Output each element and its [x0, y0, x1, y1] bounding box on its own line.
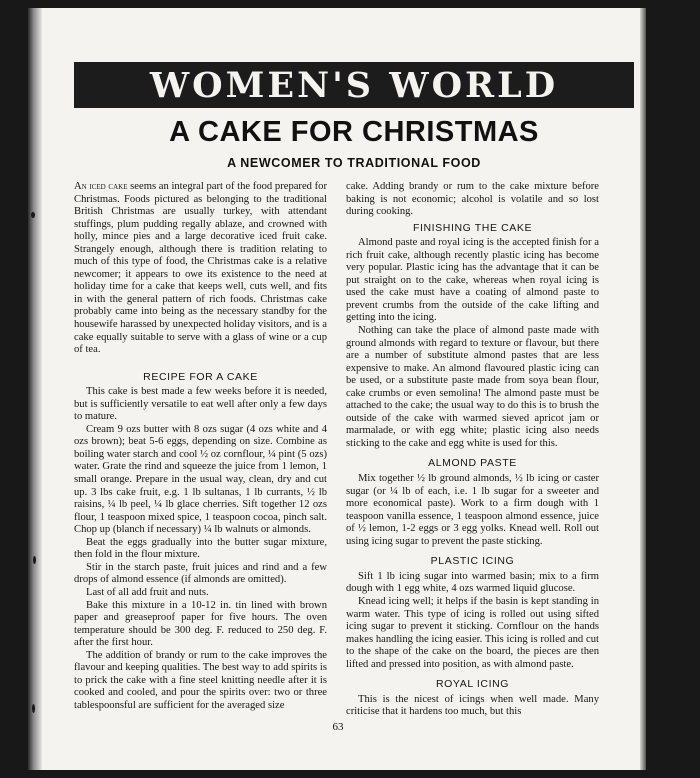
recipe-paragraph: This cake is best made a few weeks before it is needed, but is sufficiently versatile to eat well after only a few days to mature. [74, 386, 327, 423]
article-subhead: A NEWCOMER TO TRADITIONAL FOOD [227, 156, 481, 170]
page-edge-shadow [640, 8, 646, 770]
magazine-page [28, 8, 646, 770]
section-banner [74, 62, 634, 108]
continued-paragraph: cake. Adding brandy or rum to the cake mixture before baking is not economic; alcohol is volatile and so lost during cooking. [346, 181, 599, 218]
almond-paste-paragraph: Mix together ½ lb ground almonds, ½ lb icing or caster sugar (or ¼ lb of each, i.e. 1 lb sugar for a sweeter and more economical paste). Work to a firm dough with 1 teaspoon vanilla essence, 1 teaspoon almond essence, juice of ½ lemon, 1-2 eggs or 3 egg yolks. Knead well. Roll out using icing sugar to prevent the paste sticking. [346, 473, 599, 547]
royal-icing-heading: ROYAL ICING [435, 678, 510, 691]
finishing-paragraph: Nothing can take the place of almond paste made with ground almonds with regard to texture or flavour, but there are a number of substitute almond pastes that are less expensive to make. An almond flavoured plastic icing can be used, or a substitute paste made from soya bean flour, cake crumbs or even semolina! The almond paste must be attached to the cake; the usual way to do this is to brush the outside of the cake with warmed sieved apricot jam or marmalade, or with egg white; plastic icing also needs sticking to the cake and egg white is used for this. [346, 325, 599, 449]
scan-speck [33, 556, 36, 564]
almond-paste-heading: ALMOND PASTE [428, 457, 517, 470]
recipe-paragraph: The addition of brandy or rum to the cake improves the flavour and keeping qualities. The best way to add spirits is to prick the cake with a fine steel knitting needle after it is cooked and cooled, and pour the spirits over: two or three tablespoonsful are sufficient for the averaged size [74, 649, 327, 711]
recipe-paragraph: Bake this mixture in a 10-12 in. tin lined with brown paper and greaseproof paper for five hours. The oven temperature should be 300 deg. F. reduced to 250 deg. F. after the first hour. [74, 599, 327, 649]
royal-icing-paragraph: This is the nicest of icings when well made. Many criticise that it hardens too much, but this [346, 693, 599, 718]
intro-paragraph [74, 181, 327, 357]
left-column [74, 181, 327, 712]
recipe-paragraph: Stir in the starch paste, fruit juices and rind and a few drops of almond essence (if almonds are omitted). [74, 561, 327, 586]
intro-lead: An iced cake [74, 181, 128, 192]
right-column [346, 181, 599, 719]
page-number: 63 [332, 721, 344, 733]
plastic-icing-heading: PLASTIC ICING [430, 555, 515, 568]
recipe-paragraph: Last of all add fruit and nuts. [86, 586, 209, 598]
finishing-heading: FINISHING THE CAKE [412, 221, 533, 234]
scan-speck [31, 212, 35, 218]
plastic-icing-paragraph: Knead icing well; it helps if the basin is kept standing in warm water. This type of icing is rolled out using sifted icing sugar to prevent it sticking. Cornflour on the hands makes handling the icing easier. This icing is rolled and cut to the shape of the cake on the board, the pieces are then lifted and pressed into position, as with almond paste. [346, 595, 599, 670]
recipe-heading: RECIPE FOR A CAKE [143, 370, 258, 383]
plastic-icing-paragraph: Sift 1 lb icing sugar into warmed basin; mix to a firm dough with 1 egg white, 4 ozs warmed liquid glucose. [346, 570, 599, 595]
page-binding-shadow [28, 8, 42, 770]
recipe-paragraph: Beat the eggs gradually into the butter sugar mixture, then fold in the flour mixture. [74, 536, 327, 561]
article-headline: A CAKE FOR CHRISTMAS [169, 116, 539, 148]
finishing-paragraph: Almond paste and royal icing is the accepted finish for a rich fruit cake, although recently plastic icing has become very popular. Plastic icing has the advantage that it can be put straight on to the cake, whereas when royal icing is used the cake must have a coating of almond paste to prevent crumbs from the outside of the cake lifting and getting into the icing. [346, 237, 599, 324]
scan-speck [32, 704, 35, 713]
intro-text: seems an integral part of the food prepared for Christmas. Foods pictured as belonging to the traditional British Christmas are usually turkey, with attendant stuffings, plum pudding regally ablaze, and crowned with holly, mince pies and a large decorative iced fruit cake. Strangely enough, although there is tradition relating to much of this type of food, the Christmas cake is a relative newcomer; it appears to owe its existence to the need at holiday time for a cake that keeps well, cuts well, and fits in with the general pattern of rich foods. Christmas cake probably came into being as the necessary standby for the housewife harassed by unexpected holiday visitors, and is a cake equally suitable to serve with a glass of wine or a cup of tea. [74, 181, 328, 356]
recipe-paragraph: Cream 9 ozs butter with 8 ozs sugar (4 ozs white and 4 ozs brown); beat 5-6 eggs, depending on size. Combine as boiling water starch and cool ½ oz cornflour, ¼ pint (5 ozs) water. Grate the rind and squeeze the juice from 1 lemon, 1 small orange. Prepare in the usual way, clean, dry and cut up. 3 lbs cake fruit, e.g. 1 lb sultanas, 1 lb currants, ½ lb raisins, ¼ lb peel, ¼ lb glace cherries. Sift together 12 ozs flour, 1 teaspoon mixed spice, 1 teaspoon cocoa, pinch salt. Chop up (blanch if necessary) ¼ lb walnuts or almonds. [74, 423, 327, 536]
banner-title: WOMEN'S WORLD [149, 64, 559, 106]
